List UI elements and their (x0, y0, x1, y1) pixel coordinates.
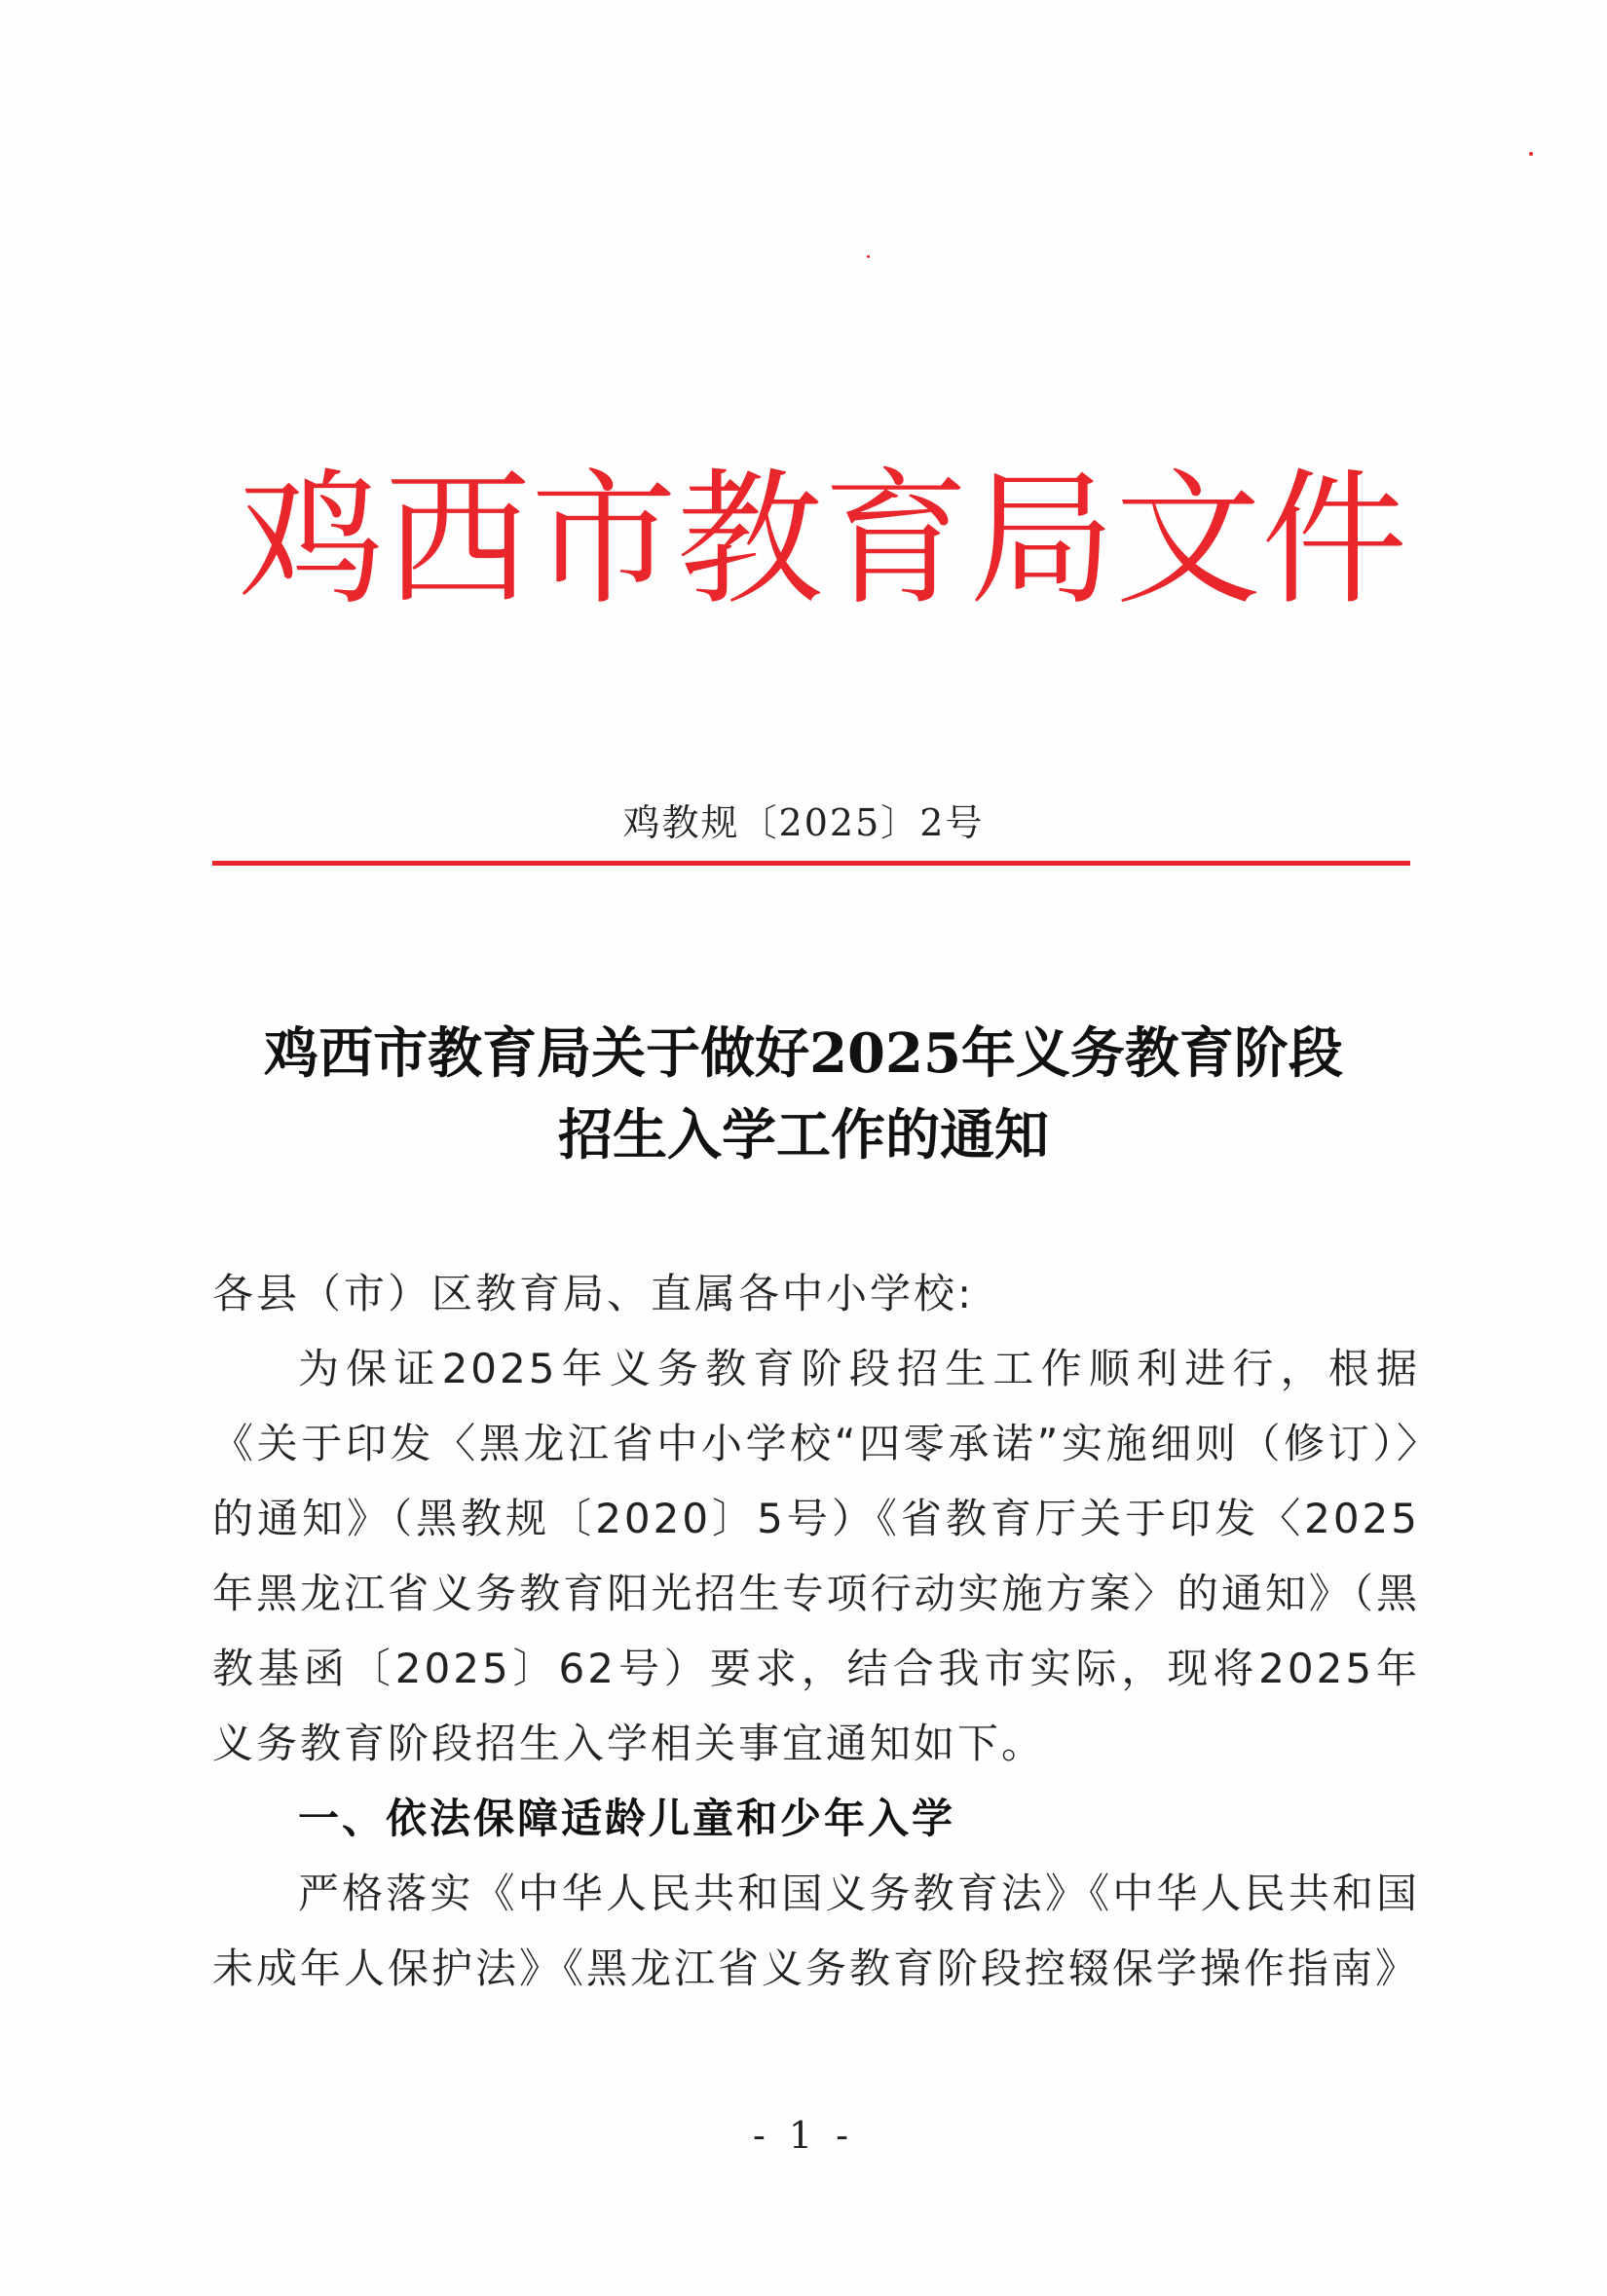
title-line-2: 招生入学工作的通知 (558, 1103, 1049, 1167)
paragraph-1: 为保证2025年义务教育阶段招生工作顺利进行，根据《关于印发〈黑龙江省中小学校“四零承诺”实施细则（修订）〉的通知》（黑教规〔2020〕5号）《省教育厅关于印发〈2025年黑龙江省义务教育阳光招生专项行动实施方案〉的通知》（黑教基函〔2025〕62号）要求，结合我市实际，现将2025年义务教育阶段招生入学相关事宜通知如下。 (212, 1345, 1420, 1767)
masthead-title: 鸡西市教育局文件 (238, 456, 1407, 625)
document-body (212, 1256, 1420, 2006)
page-number: - 1 - (752, 2114, 854, 2157)
section-heading-1: 一、依法保障适龄儿童和少年入学 (298, 1795, 956, 1842)
scan-speck (1529, 152, 1533, 156)
paragraph-2: 严格落实《中华人民共和国义务教育法》《中华人民共和国未成年人保护法》《黑龙江省义务教育阶段控辍保学操作指南》 (212, 1870, 1420, 1992)
red-divider-line (212, 861, 1410, 866)
document-title (0, 1013, 1607, 1176)
salutation: 各县（市）区教育局、直属各中小学校: (212, 1270, 975, 1317)
scan-speck (867, 255, 870, 258)
title-line-1: 鸡西市教育局关于做好2025年义务教育阶段 (264, 1021, 1343, 1086)
document-number: 鸡教规〔2025〕2号 (622, 801, 985, 844)
